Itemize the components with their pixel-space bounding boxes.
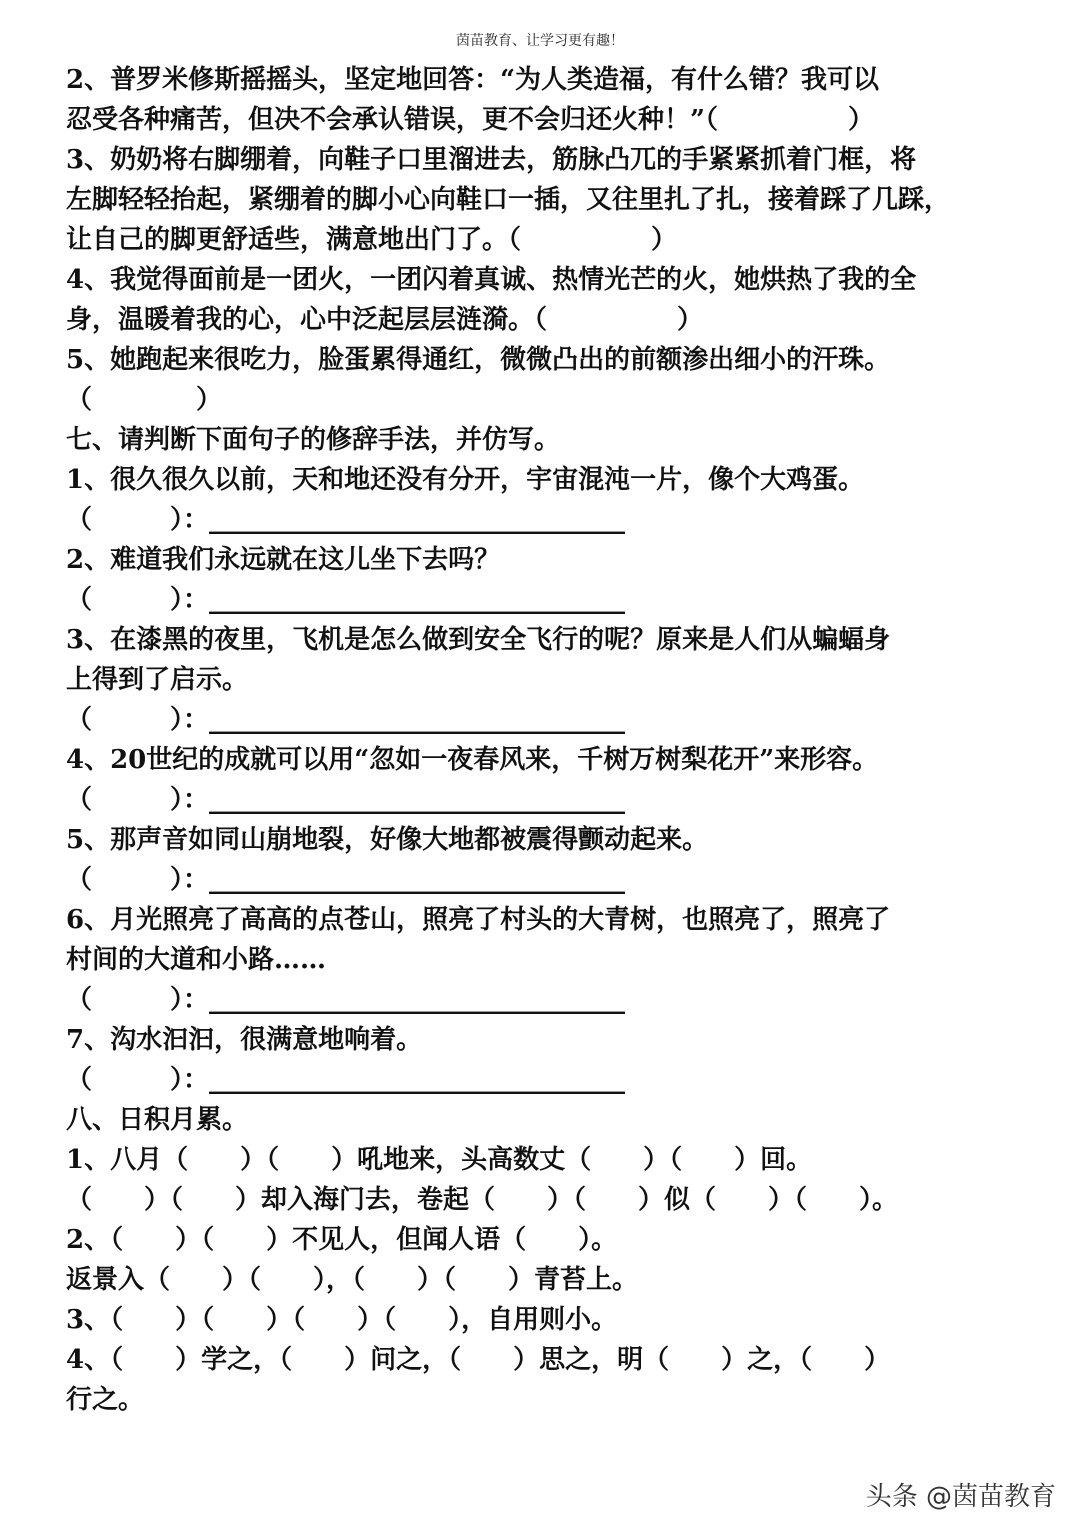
text-line: 5、她跑起来很吃力，脸蛋累得通红，微微凸出的前额渗出细小的汗珠。 xyxy=(66,345,891,375)
text-line: 5、那声音如同山崩地裂，好像大地都被震得颤动起来。 xyxy=(66,825,709,855)
text-line: 身，温暖着我的心，心中泛起层层涟漪。（ ） xyxy=(66,305,704,335)
text-line: 3、奶奶将右脚绷着，向鞋子口里溜进去，筋脉凸兀的手紧紧抓着门框，将 xyxy=(66,145,917,175)
text-line: 4、我觉得面前是一团火，一团闪着真诚、热情光芒的火，她烘热了我的全 xyxy=(66,265,917,295)
text-line: 4、（ ）学之，（ ）问之，（ ）思之，明（ ）之，（ ） xyxy=(66,1345,891,1375)
answer-line: （ ）：________________________________ xyxy=(66,985,626,1015)
text-line: 2、难道我们永远就在这儿坐下去吗？ xyxy=(66,545,501,575)
text-line: 3、（ ）（ ）（ ）（ ），自用则小。 xyxy=(66,1305,618,1335)
answer-line: （ ）：________________________________ xyxy=(66,585,626,615)
answer-line: （ ）：________________________________ xyxy=(66,705,626,735)
worksheet-content xyxy=(66,60,1026,1420)
text-line: 返景入（ ）（ ），（ ）（ ）青苔上。 xyxy=(66,1265,639,1295)
answer-line: （ ）：________________________________ xyxy=(66,505,626,535)
text-line: 2、普罗米修斯摇摇头，坚定地回答：“为人类造福，有什么错？我可以 xyxy=(66,65,880,95)
text-line: 6、月光照亮了高高的点苍山，照亮了村头的大青树，也照亮了，照亮了 xyxy=(66,905,891,935)
watermark: 头条 @茵苗教育 xyxy=(865,1482,1056,1512)
answer-line: （ ）：________________________________ xyxy=(66,785,626,815)
answer-line: （ ）：________________________________ xyxy=(66,1065,626,1095)
text-line: 忍受各种痛苦，但决不会承认错误，更不会归还火种！”（ ） xyxy=(66,105,874,135)
text-line: （ ）（ ）却入海门去，卷起（ ）（ ）似（ ）（ ）。 xyxy=(66,1185,899,1215)
text-line: 4、20世纪的成就可以用“忽如一夜春风来，千树万树梨花开”来形容。 xyxy=(66,745,879,775)
page-header: 茵苗教育、让学习更有趣！ xyxy=(456,33,624,49)
text-line: 1、八月（ ）（ ）吼地来，头高数丈（ ）（ ）回。 xyxy=(66,1145,813,1175)
text-line: 让自己的脚更舒适些，满意地出门了。（ ） xyxy=(66,225,678,255)
section-heading: 八、日积月累。 xyxy=(66,1105,249,1135)
text-line: 上得到了启示。 xyxy=(66,665,249,695)
text-line: 2、（ ）（ ）不见人，但闻人语（ ）。 xyxy=(66,1225,618,1255)
answer-blank: （ ） xyxy=(66,385,223,415)
text-line: 1、很久很久以前，天和地还没有分开，宇宙混沌一片，像个大鸡蛋。 xyxy=(66,465,865,495)
text-line: 左脚轻轻抬起，紧绷着的脚小心向鞋口一插，又往里扎了扎，接着踩了几踩， xyxy=(66,185,951,215)
answer-line: （ ）：________________________________ xyxy=(66,865,626,895)
section-heading: 七、请判断下面句子的修辞手法，并仿写。 xyxy=(66,425,561,455)
text-line: 村间的大道和小路…… xyxy=(66,945,327,975)
text-line: 行之。 xyxy=(66,1385,145,1415)
text-line: 3、在漆黑的夜里，飞机是怎么做到安全飞行的呢？原来是人们从蝙蝠身 xyxy=(66,625,891,655)
text-line: 7、沟水汩汩，很满意地响着。 xyxy=(66,1025,423,1055)
